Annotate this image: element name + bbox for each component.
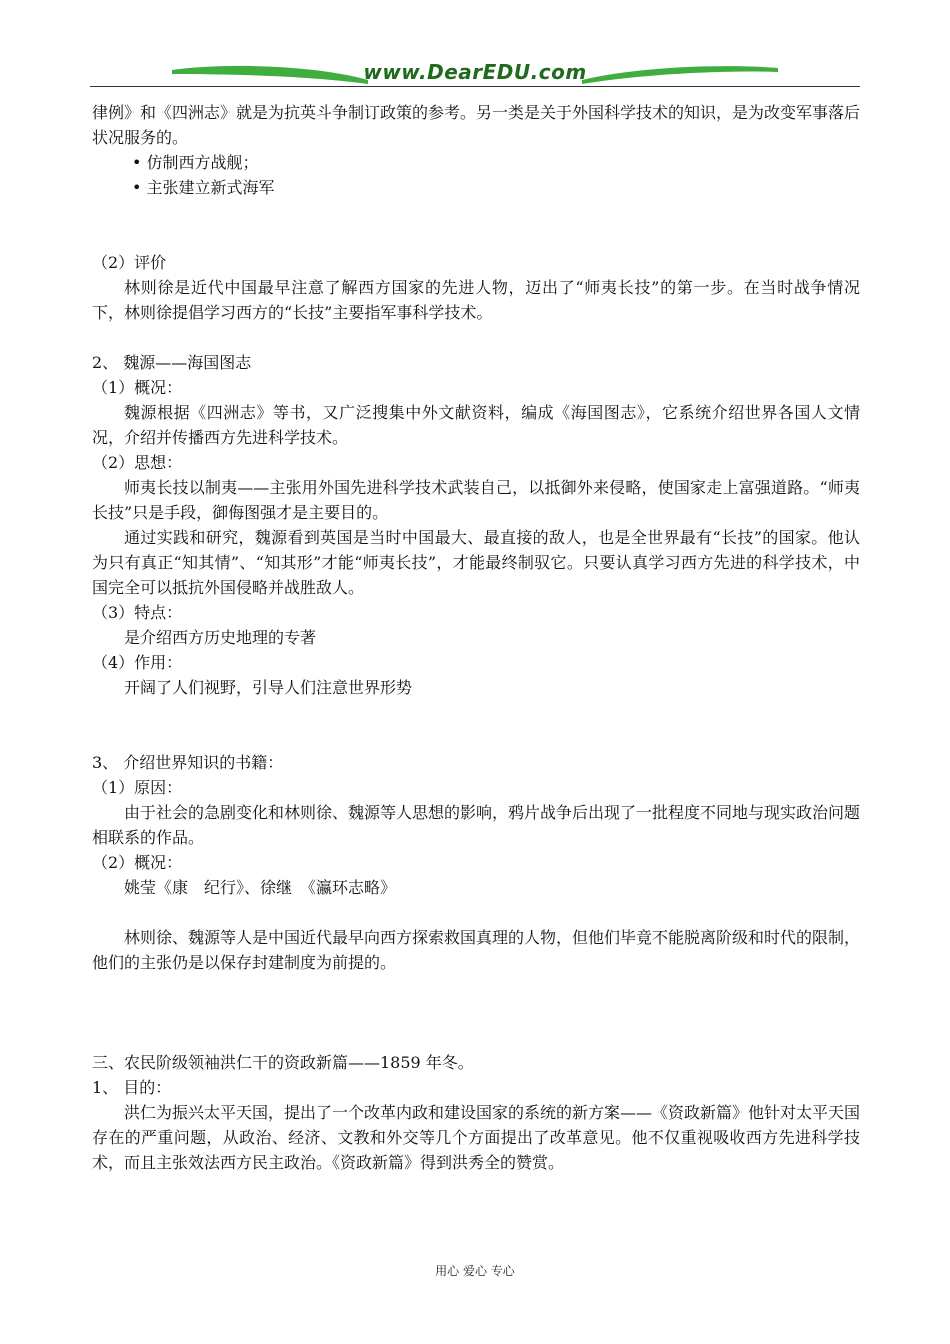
paragraph: 姚莹《康 纪行》、徐继 《瀛环志略》	[124, 878, 397, 897]
subsection-heading: （4）作用：	[92, 653, 183, 672]
paragraph: 魏源根据《四洲志》等书，又广泛搜集中外文献资料，编成《海国图志》，它系统介绍世界各国人文情况，介绍并传播西方先进科学技术。	[92, 403, 860, 447]
swoosh-left-icon	[170, 58, 370, 88]
bullet-item: • 仿制西方战舰；	[132, 153, 259, 172]
header-logo	[170, 58, 780, 88]
subsection-heading: （2）思想：	[92, 453, 183, 472]
subsection-heading: （2）概况：	[92, 853, 183, 872]
paragraph: 洪仁为振兴太平天国，提出了一个改革内政和建设国家的系统的新方案——《资政新篇》他针对太平天国存在的严重问题，从政治、经济、文教和外交等几个方面提出了改革意见。他不仅重视吸收西方先进科学技术，而且主张效法西方民主政治。《资政新篇》得到洪秀全的赞赏。	[92, 1103, 861, 1172]
paragraph-summary: 林则徐、魏源等人是中国近代最早向西方探索救国真理的人物，但他们毕竟不能脱离阶级和时代的限制，他们的主张仍是以保存封建制度为前提的。	[92, 928, 861, 972]
section-heading: 2、 魏源——海国图志	[92, 353, 252, 372]
subsection-heading: （1）原因：	[92, 778, 183, 797]
paragraph-intro: 律例》和《四洲志》就是为抗英斗争制订政策的参考。另一类是关于外国科学技术的知识，是为改变军事落后状况服务的。	[92, 103, 861, 147]
section-heading: （2）评价	[92, 253, 167, 272]
paragraph: 林则徐是近代中国最早注意了解西方国家的先进人物，迈出了“师夷长技”的第一步。在当时战争情况下，林则徐提倡学习西方的“长技”主要指军事科学技术。	[92, 278, 860, 322]
paragraph: 师夷长技以制夷——主张用外国先进科学技术武装自己，以抵御外来侵略，使国家走上富强道路。“师夷长技”只是手段，御侮图强才是主要目的。	[92, 478, 860, 522]
paragraph: 是介绍西方历史地理的专著	[124, 628, 317, 647]
swoosh-right-icon	[580, 58, 780, 88]
page-footer: 用心 爱心 专心	[435, 1264, 515, 1278]
subsection-heading: （1）概况：	[92, 378, 183, 397]
paragraph: 开阔了人们视野，引导人们注意世界形势	[124, 678, 413, 697]
document-body	[92, 100, 860, 1175]
logo-text: www.DearEDU.com	[363, 60, 587, 84]
section-heading: 1、 目的：	[92, 1078, 172, 1097]
paragraph: 由于社会的急剧变化和林则徐、魏源等人思想的影响，鸦片战争后出现了一批程度不同地与现实政治问题相联系的作品。	[92, 803, 861, 847]
subsection-heading: （3）特点：	[92, 603, 183, 622]
section-heading: 3、 介绍世界知识的书籍：	[92, 753, 284, 772]
bullet-item: • 主张建立新式海军	[132, 178, 275, 197]
paragraph: 通过实践和研究，魏源看到英国是当时中国最大、最直接的敌人，也是全世界最有“长技”的国家。他认为只有真正“知其情”、“知其形”才能“师夷长技”，才能最终制驭它。只要认真学习西方先进的科学技术，中国完全可以抵抗外国侵略并战胜敌人。	[92, 528, 860, 597]
chapter-heading: 三、农民阶级领袖洪仁干的资政新篇——1859 年冬。	[92, 1053, 474, 1072]
header-rule	[90, 86, 860, 87]
